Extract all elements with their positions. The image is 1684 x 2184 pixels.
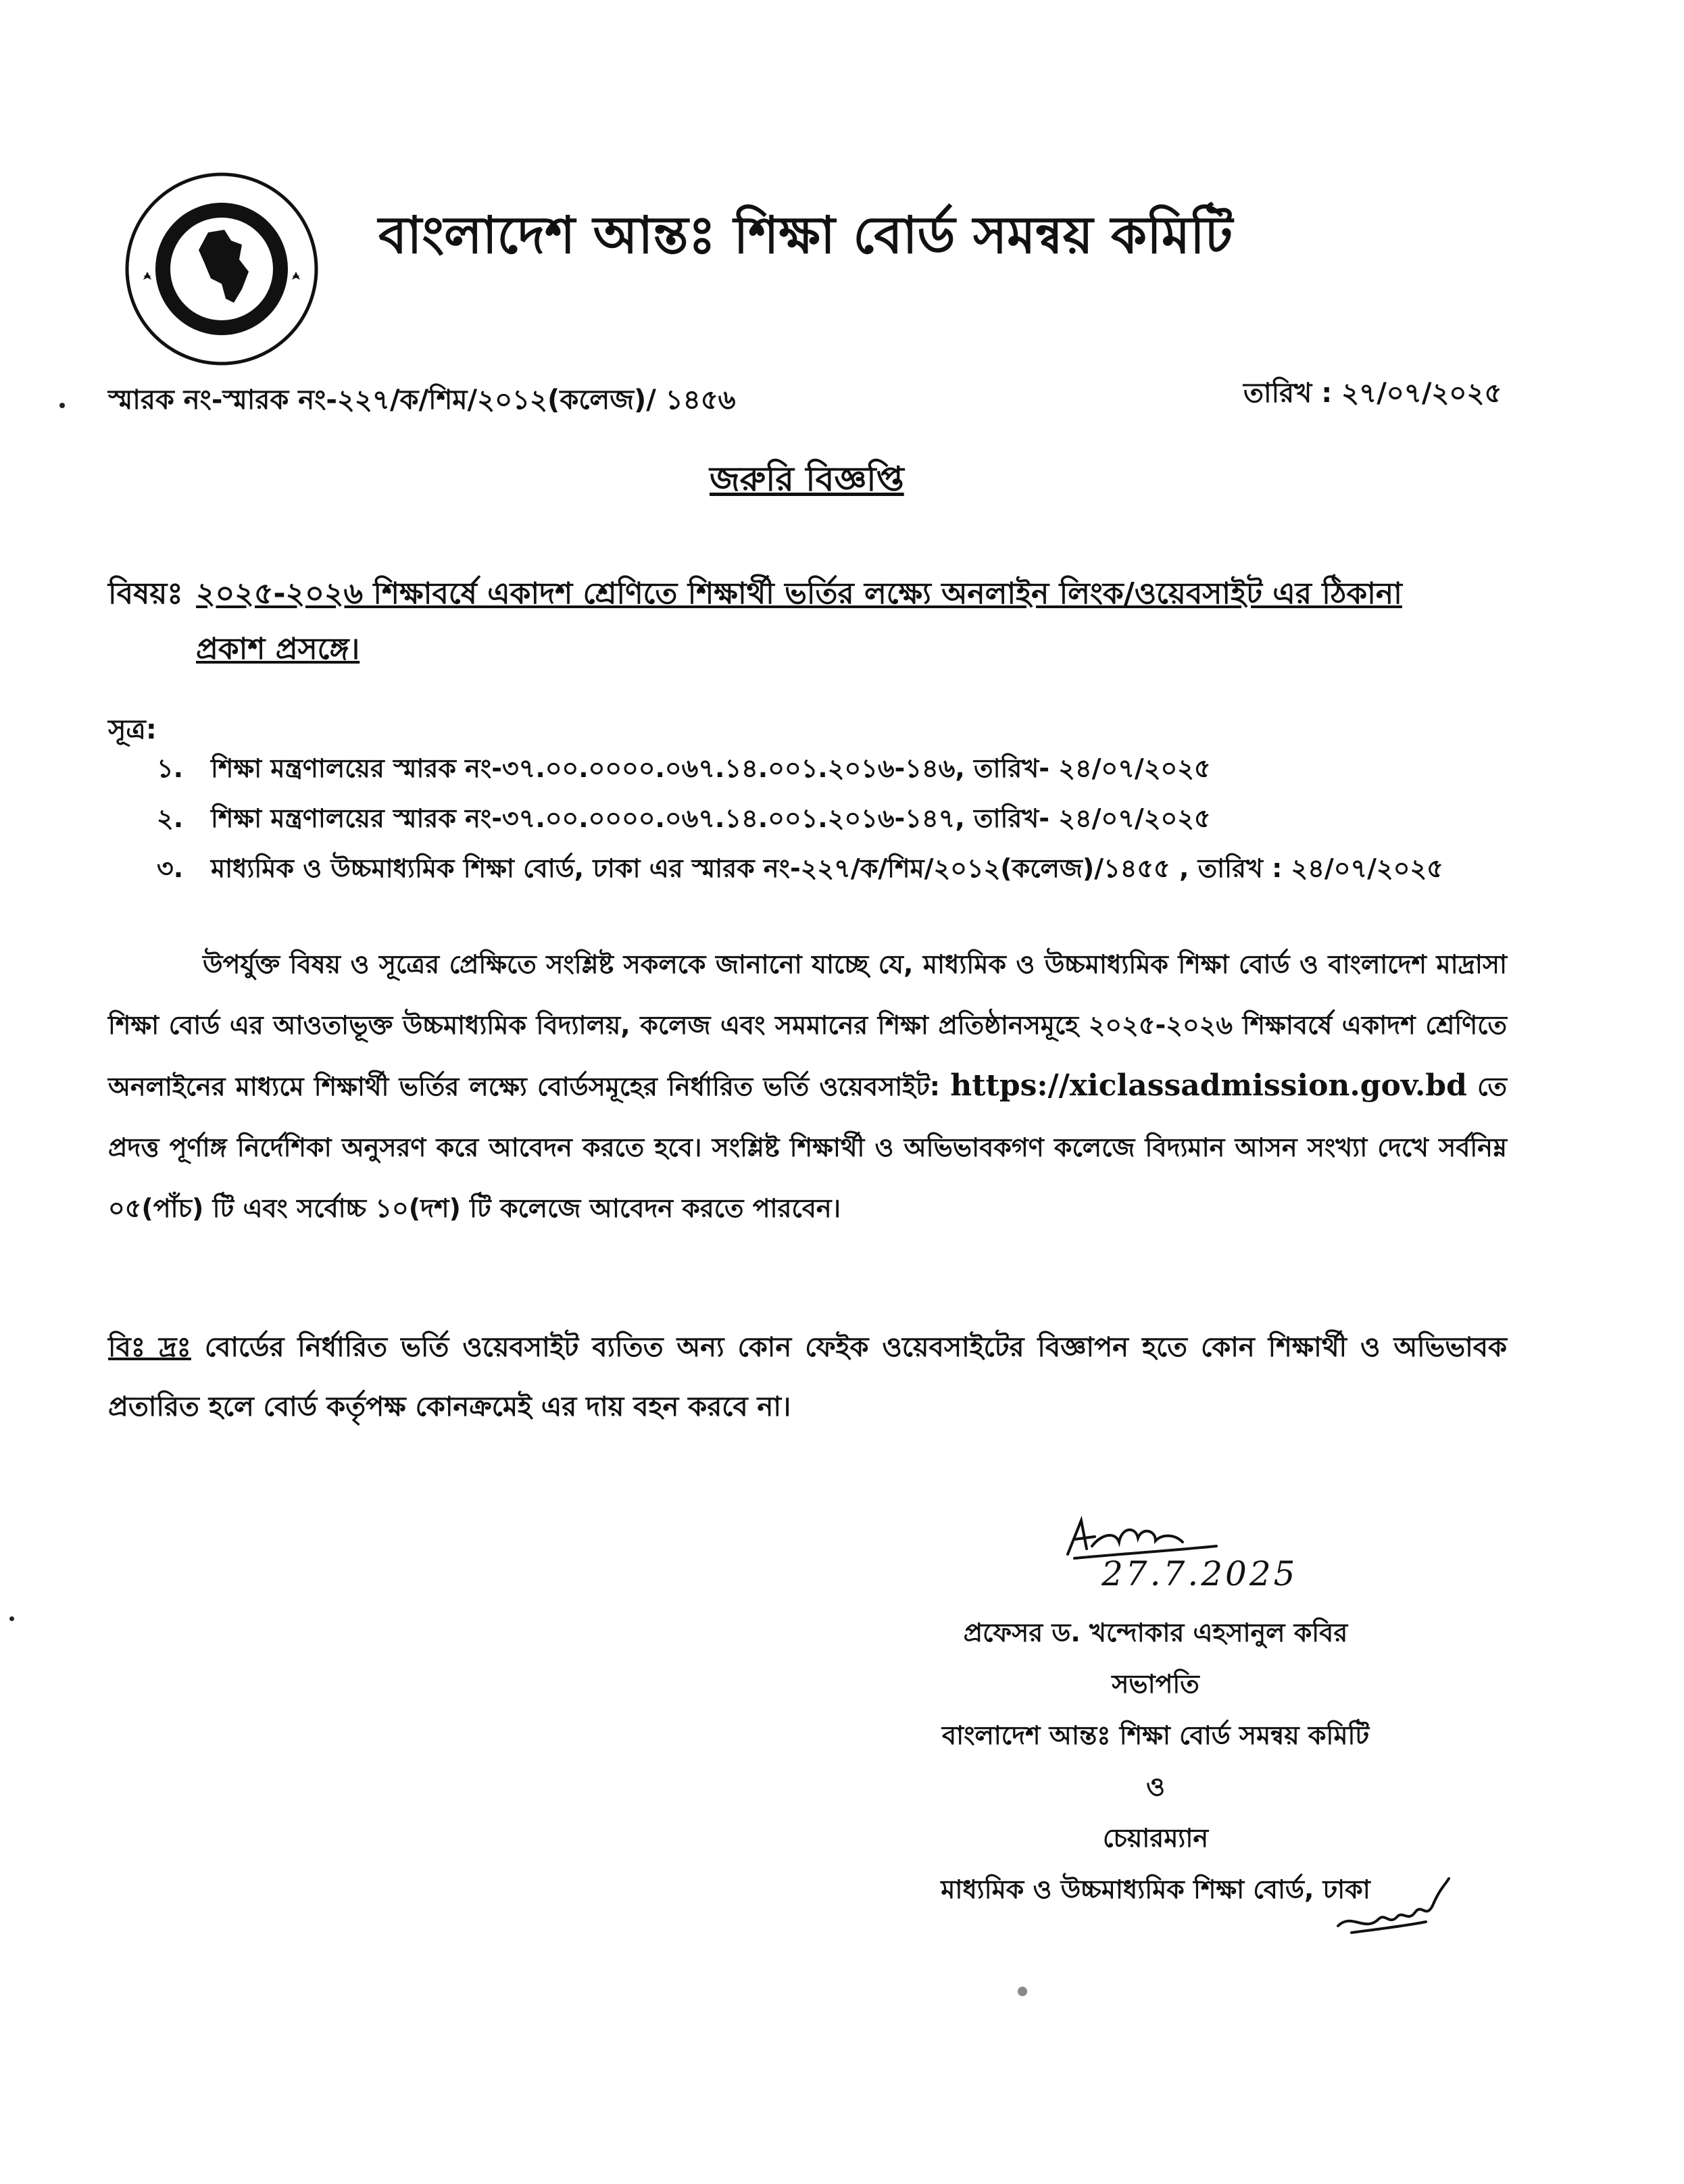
nota-bene bbox=[108, 1318, 1507, 1437]
references-label: সূত্র: bbox=[108, 714, 157, 745]
reference-number: ১. bbox=[157, 753, 184, 783]
page-title: বাংলাদেশ আন্তঃ শিক্ষা বোর্ড সমন্বয় কমিটি bbox=[378, 205, 1233, 265]
signatory-org-1: বাংলাদেশ আন্তঃ শিক্ষা বোর্ড সমন্বয় কমিটি bbox=[941, 1720, 1370, 1750]
reference-number: ৩. bbox=[157, 853, 184, 883]
admission-website-link[interactable]: https://xiclassadmission.gov.bd bbox=[950, 1068, 1467, 1103]
scan-speck bbox=[59, 403, 65, 408]
issue-date: তারিখ : ২৭/০৭/২০২৫ bbox=[1243, 378, 1502, 409]
reference-item bbox=[157, 749, 1211, 792]
scan-speck bbox=[9, 1616, 14, 1621]
subject-line-2: প্রকাশ প্রসঙ্গে। bbox=[196, 632, 360, 666]
body-text-part-1: উপর্যুক্ত বিষয় ও সূত্রের প্রেক্ষিতে সংশ্লিষ্ট সকলকে জানানো যাচ্ছে যে, মাধ্যমিক ও উচ্চমাধ্যমিক শিক্ষা বোর্ড ও বাংলাদেশ মাদ্রাসা শিক্ষা বোর্ড এর আওতাভূক্ত উচ্চমাধ্যমিক বিদ্যালয়, কলেজ এবং সমমানের শিক্ষা প্রতিষ্ঠানসমূহে ২০২৫-২০২৬ শিক্ষাবর্ষে একাদশ শ্রেণিতে অনলাইনের মাধ্যমে শিক্ষার্থী ভর্তির লক্ষ্যে বোর্ডসমূহের নির্ধারিত ভর্তি ওয়েবসাইট: bbox=[108, 949, 1507, 1101]
nota-bene-text: বোর্ডের নির্ধারিত ভর্তি ওয়েবসাইট ব্যতিত অন্য কোন ফেইক ওয়েবসাইটের বিজ্ঞাপন হতে কোন শিক্ষার্থী ও অভিভাবক প্রতারিত হলে বোর্ড কর্তৃপক্ষ কোনক্রমেই এর দায় বহন করবে না। bbox=[108, 1332, 1507, 1422]
signatory-role-1: সভাপতি bbox=[1112, 1669, 1199, 1699]
reference-item bbox=[157, 799, 1211, 842]
nota-bene-label: বিঃ দ্রঃ bbox=[108, 1332, 191, 1363]
reference-text: মাধ্যমিক ও উচ্চমাধ্যমিক শিক্ষা বোর্ড, ঢাকা এর স্মারক নং-২২৭/ক/শিম/২০১২(কলেজ)/১৪৫৫ , তারিখ : ২৪/০৭/২০২৫ bbox=[211, 853, 1443, 883]
body-paragraph bbox=[108, 934, 1507, 1239]
signature-date: 27.7.2025 bbox=[1101, 1554, 1298, 1593]
memo-number: স্মারক নং-স্মারক নং-২২৭/ক/শিম/২০১২(কলেজ)/ ১৪৫৬ bbox=[108, 384, 736, 416]
signatory-name: প্রফেসর ড. খন্দোকার এহসানুল কবির bbox=[963, 1618, 1348, 1647]
initials-signature-icon bbox=[1324, 1865, 1473, 1946]
reference-text: শিক্ষা মন্ত্রণালয়ের স্মারক নং-৩৭.০০.০০০০.০৬৭.১৪.০০১.২০১৬-১৪৬, তারিখ- ২৪/০৭/২০২৫ bbox=[211, 753, 1211, 783]
notice-title: জরুরি বিজ্ঞপ্তি bbox=[710, 460, 904, 499]
government-seal-icon bbox=[123, 170, 320, 368]
signatory-role-2: চেয়ারম্যান bbox=[1102, 1823, 1209, 1853]
body-text-part-2: তে প্রদত্ত পূর্ণাঙ্গ নির্দেশিকা অনুসরণ করে আবেদন করতে হবে। সংশ্লিষ্ট শিক্ষার্থী ও অভিভাবকগণ কলেজে বিদ্যমান আসন সংখ্যা দেখে সর্বনিম্ন ০৫(পাঁচ) টি এবং সর্বোচ্চ ১০(দশ) টি কলেজে আবেদন করতে পারবেন। bbox=[108, 1072, 1507, 1223]
subject-label: বিষয়ঃ bbox=[108, 576, 183, 611]
reference-item bbox=[157, 849, 1443, 892]
signatory-conjunction: ও bbox=[1146, 1772, 1165, 1802]
signatory-org-2: মাধ্যমিক ও উচ্চমাধ্যমিক শিক্ষা বোর্ড, ঢাকা bbox=[941, 1875, 1370, 1904]
subject-line-1: ২০২৫-২০২৬ শিক্ষাবর্ষে একাদশ শ্রেণিতে শিক্ষার্থী ভর্তির লক্ষ্যে অনলাইন লিংক/ওয়েবসাইট এর ঠিকানা bbox=[196, 576, 1402, 611]
reference-text: শিক্ষা মন্ত্রণালয়ের স্মারক নং-৩৭.০০.০০০০.০৬৭.১৪.০০১.২০১৬-১৪৭, তারিখ- ২৪/০৭/২০২৫ bbox=[211, 803, 1211, 833]
reference-number: ২. bbox=[157, 803, 184, 833]
scan-speck bbox=[1018, 1987, 1027, 1996]
subject-block bbox=[108, 566, 1527, 677]
